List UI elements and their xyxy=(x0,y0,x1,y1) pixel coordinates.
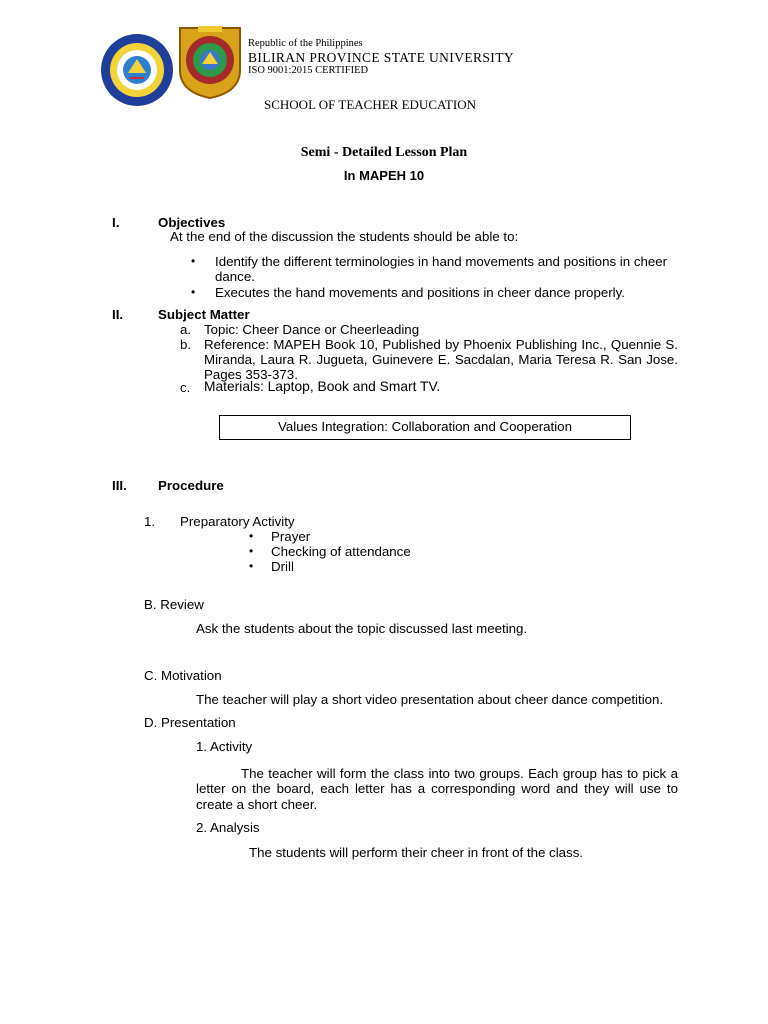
list-item: Prayer xyxy=(271,529,311,544)
item-label: b. xyxy=(180,337,192,352)
school-name: SCHOOL OF TEACHER EDUCATION xyxy=(264,97,476,112)
activity-text: The teacher will form the class into two groups. Each group has to pick a letter on the board, each letter has a corresponding word and they will use to create a short cheer. xyxy=(196,766,678,812)
section-number: II. xyxy=(112,307,124,322)
subsection-heading: C. Motivation xyxy=(144,668,222,683)
subsection-heading: 1. Activity xyxy=(196,739,253,754)
objectives-intro: At the end of the discussion the students should be able to: xyxy=(170,229,519,244)
item-label: c. xyxy=(180,380,191,395)
bullet-icon: • xyxy=(249,529,254,543)
paragraph: Ask the students about the topic discussed last meeting. xyxy=(196,621,528,636)
list-item: Executes the hand movements and positions in cheer dance properly. xyxy=(215,285,625,300)
bullet-icon: • xyxy=(249,544,254,558)
paragraph: The students will perform their cheer in front of the class. xyxy=(249,845,584,860)
list-item: Materials: Laptop, Book and Smart TV. xyxy=(204,379,441,394)
bullet-icon: • xyxy=(249,559,254,573)
bullet-icon: • xyxy=(191,254,196,268)
iso-certification: ISO 9001:2015 CERTIFIED xyxy=(248,65,369,76)
values-integration-box xyxy=(219,415,631,440)
university-name: BILIRAN PROVINCE STATE UNIVERSITY xyxy=(248,50,514,65)
document-title: Semi - Detailed Lesson Plan xyxy=(300,145,468,160)
values-integration-text: Values Integration: Collaboration and Cooperation xyxy=(278,419,572,434)
paragraph xyxy=(196,766,678,812)
bullet-icon: • xyxy=(191,285,196,299)
list-item: Reference: MAPEH Book 10, Published by Phoenix Publishing Inc., Quennie S. Miranda, Laura R. Jugueta, Guinevere E. Sacdalan, Maria Teresa R. San Jose. Pages 353-373. xyxy=(204,337,678,382)
university-seal-logo xyxy=(100,33,174,107)
subsection-heading: 2. Analysis xyxy=(196,820,260,835)
section-number: III. xyxy=(112,478,127,493)
list-item: Drill xyxy=(271,559,294,574)
section-heading: Objectives xyxy=(158,215,226,230)
document-subtitle: In MAPEH 10 xyxy=(343,168,425,183)
subsection-heading: B. Review xyxy=(144,597,204,612)
school-seal-logo xyxy=(176,24,244,100)
list-item: Checking of attendance xyxy=(271,544,411,559)
republic-line: Republic of the Philippines xyxy=(248,38,363,49)
section-heading: Procedure xyxy=(158,478,224,493)
section-number: I. xyxy=(112,215,120,230)
paragraph: The teacher will play a short video presentation about cheer dance competition. xyxy=(196,692,664,707)
subsection-heading: D. Presentation xyxy=(144,715,236,730)
item-label: a. xyxy=(180,322,192,337)
section-heading: Subject Matter xyxy=(158,307,250,322)
list-item: Topic: Cheer Dance or Cheerleading xyxy=(204,322,420,337)
item-label: 1. xyxy=(144,514,156,529)
subsection-heading: Preparatory Activity xyxy=(180,514,295,529)
list-item: Identify the different terminologies in hand movements and positions in cheer dance. xyxy=(215,254,668,284)
